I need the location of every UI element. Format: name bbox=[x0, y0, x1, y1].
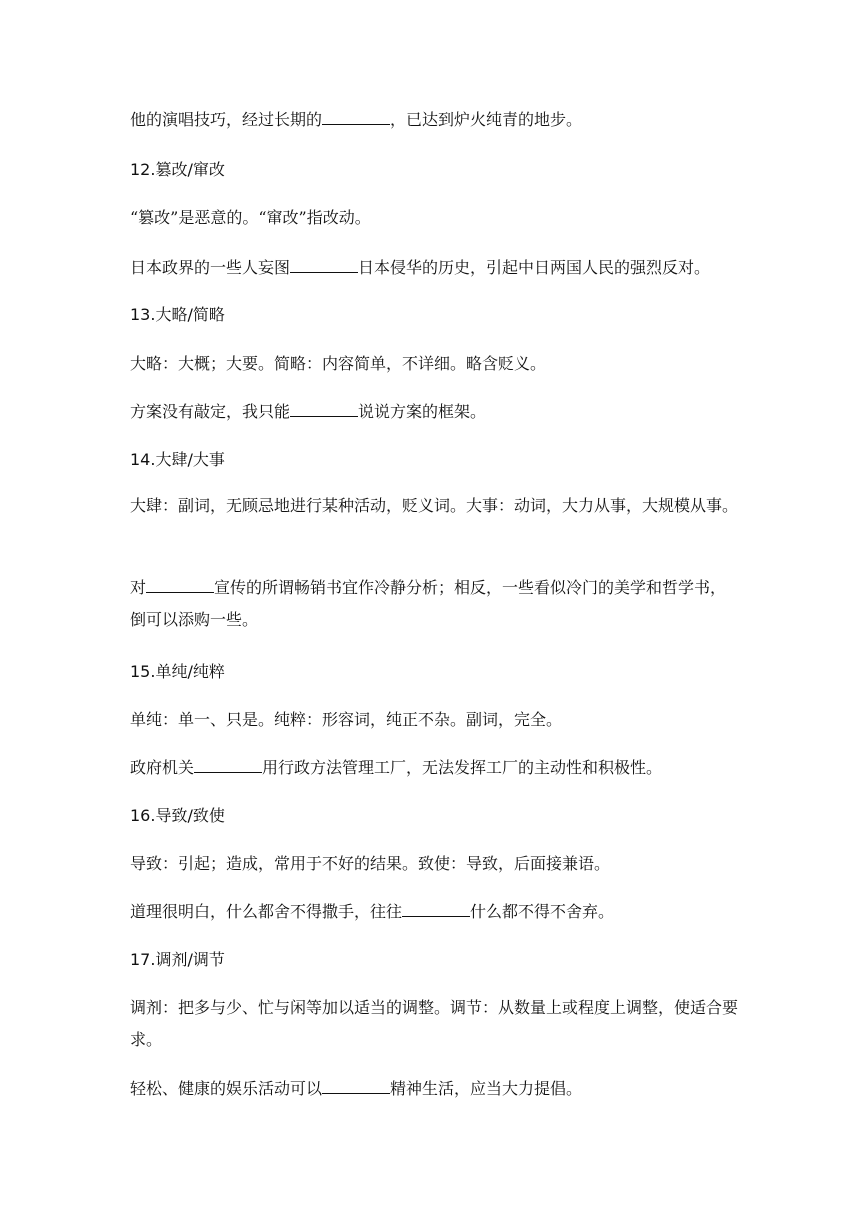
entry-heading-15: 15.单纯/纯粹 bbox=[130, 662, 225, 681]
sentence-text: 轻松、健康的娱乐活动可以 bbox=[130, 1079, 323, 1098]
definition-12: “篡改”是恶意的。“窜改”指改动。 bbox=[130, 208, 371, 227]
sentence-text: 说说方案的框架。 bbox=[358, 402, 487, 421]
sentence-text: 方案没有敲定，我只能 bbox=[130, 402, 291, 421]
example-sentence-11 bbox=[130, 108, 740, 132]
entry-heading-16: 16.导致/致使 bbox=[130, 806, 225, 825]
example-sentence-16 bbox=[130, 900, 740, 924]
entry-heading-14: 14.大肆/大事 bbox=[130, 450, 225, 469]
sentence-text: 对 bbox=[130, 578, 147, 597]
entry-heading-13: 13.大略/简略 bbox=[130, 305, 225, 324]
sentence-text: ，已达到炉火纯青的地步。 bbox=[390, 110, 583, 129]
definition-14: 大肆：副词，无顾忌地进行某种活动，贬义词。大事：动词，大力从事，大规模从事。 bbox=[130, 496, 739, 515]
fill-blank bbox=[194, 758, 262, 773]
sentence-text: 他的演唱技巧，经过长期的 bbox=[130, 110, 323, 129]
entry-heading-12: 12.篡改/窜改 bbox=[130, 160, 225, 179]
sentence-text: 用行政方法管理工厂，无法发挥工厂的主动性和积极性。 bbox=[262, 758, 663, 777]
example-sentence-15 bbox=[130, 756, 740, 780]
sentence-text: 道理很明白，什么都舍不得撒手，往往 bbox=[130, 902, 403, 921]
fill-blank bbox=[322, 110, 390, 125]
example-sentence-13 bbox=[130, 400, 740, 424]
fill-blank bbox=[290, 402, 358, 417]
definition-16: 导致：引起；造成，常用于不好的结果。致使：导致，后面接兼语。 bbox=[130, 854, 611, 873]
example-sentence-14 bbox=[130, 572, 740, 636]
example-sentence-12 bbox=[130, 256, 740, 280]
sentence-text: 什么都不得不舍弃。 bbox=[470, 902, 615, 921]
sentence-text: 精神生活，应当大力提倡。 bbox=[390, 1079, 583, 1098]
sentence-text: 政府机关 bbox=[130, 758, 195, 777]
definition-17: 调剂：把多与少、忙与闲等加以适当的调整。调节：从数量上或程度上调整，使适合要求。 bbox=[130, 998, 739, 1049]
definition-15: 单纯：单一、只是。纯粹：形容词，纯正不杂。副词，完全。 bbox=[130, 710, 563, 729]
fill-blank bbox=[322, 1079, 390, 1094]
sentence-text: 日本政界的一些人妄图 bbox=[130, 258, 291, 277]
example-sentence-17 bbox=[130, 1077, 740, 1101]
fill-blank bbox=[290, 258, 358, 273]
fill-blank bbox=[146, 578, 214, 593]
definition-13: 大略：大概；大要。简略：内容简单，不详细。略含贬义。 bbox=[130, 354, 547, 373]
sentence-text: 日本侵华的历史，引起中日两国人民的强烈反对。 bbox=[358, 258, 711, 277]
sentence-text: 宣传的所谓畅销书宜作冷静分析；相反，一些看似冷门的美学和哲学书，倒可以添购一些。 bbox=[130, 578, 727, 629]
fill-blank bbox=[402, 902, 470, 917]
entry-heading-17: 17.调剂/调节 bbox=[130, 950, 225, 969]
